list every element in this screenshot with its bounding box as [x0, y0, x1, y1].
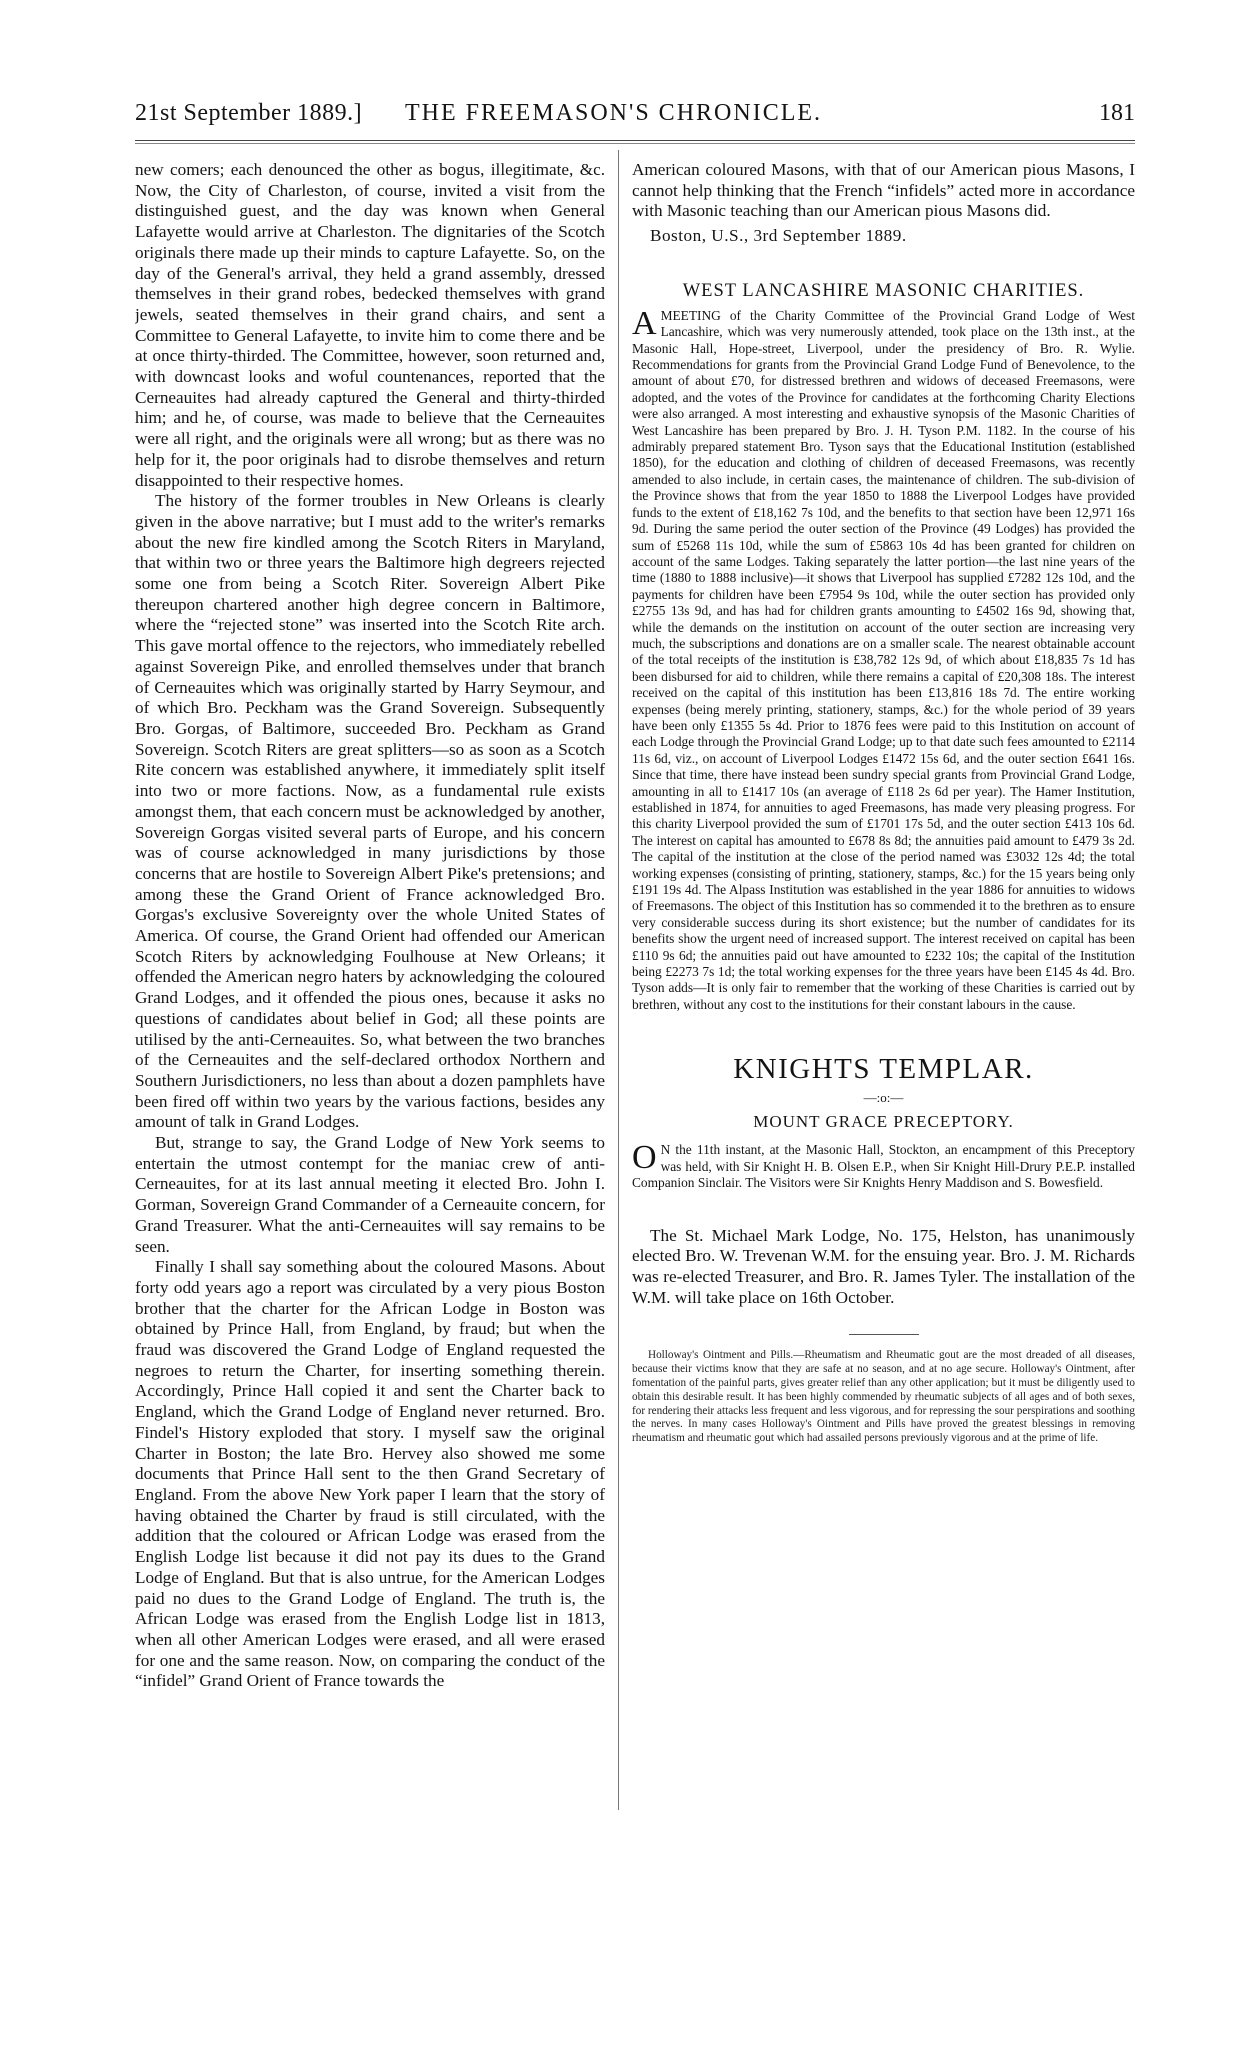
mount-grace-article — [632, 1139, 1135, 1191]
letter-conclusion: American coloured Masons, with that of our American pious Masons, I cannot help thinking that the French “infidels” acted more in accordance with Masonic teaching than our American pious Masons did. — [632, 160, 1135, 221]
page-number: 181 — [1099, 100, 1135, 126]
west-lancashire-body: MEETING of the Charity Committee of the Provincial Grand Lodge of West Lancashire, which was very numerously attended, took place on the 13th inst., at the Masonic Hall, Hope-street, Liverpool, under the presidency of Bro. R. Wylie. Recommendations for grants from the Provincial Grand Lodge Fund of Benevolence, to the amount of about £70, for distressed brethren and widows of deceased Freemasons, were adopted, and the votes of the Province for candidates at the forthcoming Charity Elections were also arranged. A most interesting and exhaustive synopsis of the Masonic Charities of West Lancashire has been prepared by Bro. J. H. Tyson P.M. 1182. In the course of his admirably prepared statement Bro. Tyson says that the Educational Institution (established 1850), for the education and clothing of children of deceased Freemasons, was recently amended to also include, in certain cases, the maintenance of children. The sub-division of the Province shows that from the year 1850 to 1888 the Liverpool Lodges have provided funds to the extent of £18,162 7s 10d, and the benefits to that section have been 12,971 16s 9d. During the same period the outer section of the Province (49 Lodges) has provided the sum of £5268 11s 10d, while the sum of £5863 10s 4d has been granted for children on account of the same Lodges. Taking separately the latter portion—the last nine years of the time (1880 to 1888 inclusive)—it shows that Liverpool has supplied £7282 12s 10d, and the payments for children have been £7954 9s 10d, while the outer section has provided only £2755 13s 9d, and has had for children grants amounting to £4502 16s 9d, showing that, while the demands on the institution on account of the outer section are increasing very much, the subscriptions and donations are on a smaller scale. The nearest obtainable account of the total receipts of the institution is £38,782 12s 9d, of which about £18,835 7s 1d has been disbursed for aid to children, while there remains a capital of £20,308 18s. The interest received on the capital of this institution has been £13,816 18s 7d. The entire working expenses (being merely printing, stationery, stamps, &c.) for the whole period of 39 years have been only £1355 5s 4d. Prior to 1876 fees were paid to this Institution on account of each Lodge through the Provincial Grand Lodge; up to that date such fees amounted to £2114 11s 6d, viz., on account of Liverpool Lodges £1472 15s 6d, and the outer section £641 16s. Since that time, there have instead been sundry special grants from Provincial Grand Lodge, amounting in all to £1417 10s (an average of £118 2s 6d per year). The Hamer Institution, established in 1874, for annuities to aged Freemasons, has made very pleasing progress. For this charity Liverpool provided the sum of £1701 17s 5d, and the outer section £413 10s 6d. The interest on capital has amounted to £678 8s 8d; the annuities paid amount to £479 3s 2d. The capital of the institution at the close of the period named was £3032 12s 4d; the total working expenses (consisting of printing, stationery, stamps, &c.) for the 15 years being only £191 19s 4d. The Alpass Institution was established in the year 1886 for annuities to widows of Freemasons. The object of this Institution has so commended it to the brethren as to ensure very considerable success during its short existence; but the number of candidates for its benefits show the urgent need of increased support. The interest received on capital has been £110 9s 6d; the annuities paid out have amounted to £232 10s; the capital of the Institution being £2273 7s 1d; the total working expenses for the three years have been £145 4s 4d. Bro. Tyson adds—It is only fair to remember that the working of these Charities is carried out by brethren, without any cost to the institutions for their constant labours in the cause. — [632, 307, 1135, 1012]
right-column — [632, 160, 1135, 1810]
header-rule-secondary — [135, 143, 1135, 144]
holloway-advertisement: Holloway's Ointment and Pills.—Rheumatism and Rheumatic gout are the most dreaded of all diseases, because their victims know that they are safe at no season, and at no age secure. Holloway's Ointment, after fomentation of the painful parts, gives greater relief than any other application; but it must be diligently used to obtain this desirable result. It has been highly commended by rheumatic subjects of all ages and of both sexes, for rendering their attacks less frequent and less vigorous, and for repressing the sour perspirations and soothing the nerves. In many cases Holloway's Ointment and Pills have proved the greatest blessings in removing rheumatism and rheumatic gout which had assailed persons previously vigorous and at the prime of life. — [632, 1349, 1135, 1445]
heading-ornament: —:o:— — [863, 1090, 904, 1106]
left-paragraph-2: The history of the former troubles in New Orleans is clearly given in the above narrative; but I must add to the writer's remarks about the new fire kindled among the Scotch Riters in Maryland, that within two or three years the Baltimore high degreers rejected some one from being a Scotch Riter. Sovereign Albert Pike thereupon chartered another high degree concern in Baltimore, where the “rejected stone” was inserted into the Scotch Rite arch. This gave mortal offence to the rejectors, who immediately rebelled against Sovereign Pike, and enrolled themselves under that branch of Cerneauites which was originally started by Harry Seymour, and of which Bro. Peckham was the Grand Sovereign. Subsequently Bro. Gorgas, of Baltimore, succeeded Bro. Peckham as Grand Sovereign. Scotch Riters are great splitters—so as soon as a Scotch Rite concern was established anywhere, it immediately split itself into two or more factions. Now, as a fundamental rule exists amongst them, that each concern must be acknowledged by another, Sovereign Gorgas visited several parts of Europe, and his concern was of course acknowledged in many jurisdictions by those concerns that are hostile to Sovereign Albert Pike's pretensions; and among these the Grand Orient of France acknowledged Bro. Gorgas's exclusive Sovereignty over the whole United States of America. Of course, the Grand Orient had offended our American Scotch Riters by acknowledging Foulhouse at New Orleans; it offended the American negro haters by acknowledging the coloured Grand Lodges, and it offended the pious ones, because it asks no questions of candidates about belief in God; all these points are utilised by the anti-Cerneauites. So, what between the two branches of the Cerneauites and the self-declared orthodox Northern and Southern Jurisdictioners, no less than about a dozen pamphlets have been fired off within two years by the various factions, besides any amount of talk in Grand Lodges. — [135, 491, 605, 1132]
st-michael-notice: The St. Michael Mark Lodge, No. 175, Helston, has unanimously elected Bro. W. Trevenan W.M. for the ensuing year. Bro. J. M. Richards was re-elected Treasurer, and Bro. R. James Tyler. The installation of the W.M. will take place on 16th October. — [632, 1225, 1135, 1307]
header-title: THE FREEMASON'S CHRONICLE. — [405, 100, 823, 126]
west-lancashire-dropcap: A — [632, 304, 657, 342]
letter-signoff: Boston, U.S., 3rd September 1889. — [650, 226, 907, 246]
left-column — [135, 160, 605, 1810]
left-paragraph-3: But, strange to say, the Grand Lodge of New York seems to entertain the utmost contempt for the maniac crew of anti-Cerneauites, for at its last annual meeting it elected Bro. John I. Gorman, Sovereign Grand Commander of a Cerneauite concern, for Grand Treasurer. What the anti-Cerneauites will say remains to be seen. — [135, 1133, 605, 1256]
west-lancashire-heading: WEST LANCASHIRE MASONIC CHARITIES. — [682, 280, 1085, 301]
knights-templar-heading: KNIGHTS TEMPLAR. — [733, 1053, 1034, 1086]
header-date: 21st September 1889.] — [135, 100, 363, 126]
section-divider — [849, 1334, 919, 1335]
mount-grace-body: N the 11th instant, at the Masonic Hall, Stockton, an encampment of this Preceptory was held, with Sir Knight H. B. Olsen E.P., when Sir Knight Hill-Drury P.E.P. installed Companion Sinclair. The Visitors were Sir Knights Henry Maddison and S. Bowesfield. — [632, 1142, 1135, 1191]
left-paragraph-1: new comers; each denounced the other as bogus, illegitimate, &c. Now, the City of Charleston, of course, invited a visit from the distinguished guest, and the day was known when General Lafayette would arrive at Charleston. The dignitaries of the Scotch originals there made up their minds to capture Lafayette. So, on the day of the General's arrival, they held a grand assembly, dressed themselves in their grand robes, bedecked themselves with grand jewels, seated themselves in their grand chairs, and sent a Committee to General Lafayette, to invite him to come there and be at once thirty-thirded. The Committee, however, soon returned and, with downcast looks and woful countenances, reported that the Cerneauites had already captured the General and thirty-thirded him; and he, of course, was made to believe that the Cerneauites were all right, and the originals were all wrong; but as there was no help for it, the poor originals had to disrobe themselves and return disappointed to their respective homes. — [135, 160, 605, 490]
mount-grace-dropcap: O — [632, 1139, 657, 1177]
west-lancashire-article — [632, 304, 1135, 1013]
page-header — [135, 100, 1135, 134]
mount-grace-subheading: MOUNT GRACE PRECEPTORY. — [753, 1112, 1014, 1132]
column-divider — [618, 150, 619, 1810]
header-rule — [135, 140, 1135, 141]
left-paragraph-4: Finally I shall say something about the coloured Masons. About forty odd years ago a report was circulated by a very pious Boston brother that the charter for the African Lodge in Boston was obtained by Prince Hall, from England, by fraud; but when the fraud was discovered the Grand Lodge of England requested the negroes to return the Charter, for inserting something therein. Accordingly, Prince Hall copied it and sent the Charter back to England, which the Grand Lodge of England never returned. Bro. Findel's History exploded that story. I myself saw the original Charter in Boston; the late Bro. Hervey also showed me some documents that Prince Hall sent to the then Grand Secretary of England. From the above New York paper I learn that the story of having obtained the Charter by fraud is still circulated, with the addition that the coloured or African Lodge was erased from the English Lodge list because it did not pay its dues to the Grand Lodge of England. But that is also untrue, for the American Lodges paid no dues to the Grand Lodge of England. The truth is, the African Lodge was erased from the English Lodge list in 1813, when all other American Lodges were erased, and all were erased for one and the same reason. Now, on comparing the conduct of the “infidel” Grand Orient of France towards the — [135, 1257, 605, 1691]
